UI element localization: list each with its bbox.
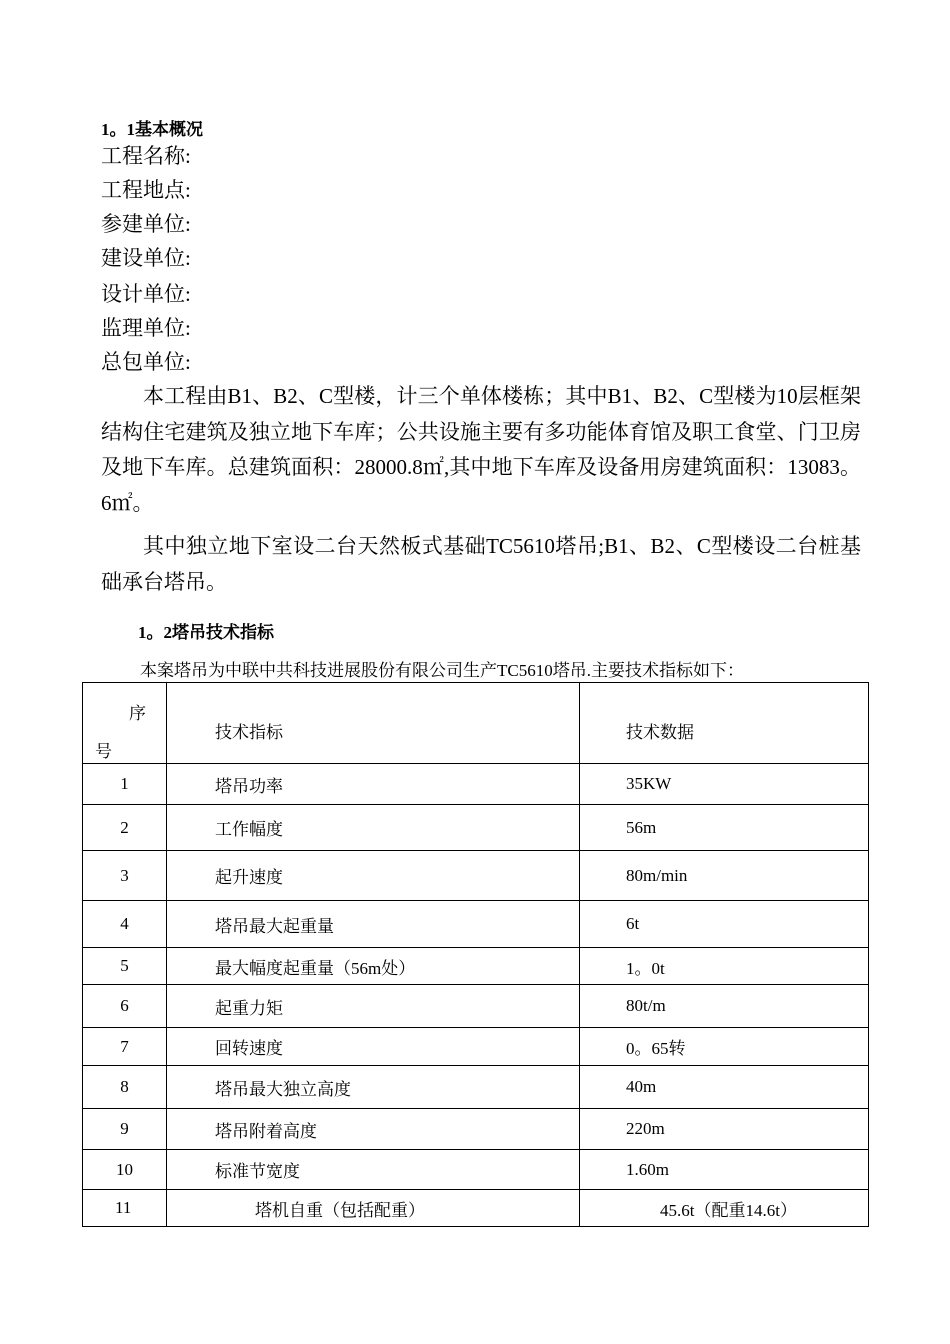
field-participating-unit: 参建单位: [101,212,191,236]
row-value: 0。65转 [580,1028,869,1066]
row-no: 6 [83,985,167,1028]
spec-intro: 本案塔吊为中联中共科技进展股份有限公司生产TC5610塔吊.主要技术指标如下： [140,661,744,680]
header-no-a: 序 [129,704,146,723]
row-item: 起升速度 [167,851,580,901]
field-construction-unit: 建设单位: [101,246,191,270]
table-row [83,764,869,805]
table-row [83,1109,869,1150]
row-no: 9 [83,1109,167,1150]
header-data: 技术数据 [580,683,869,764]
spec-table [82,682,869,1227]
field-design-unit: 设计单位: [101,282,191,306]
table-header-row [83,683,869,764]
row-no: 3 [83,851,167,901]
row-no: 2 [83,805,167,851]
section-1-heading: 1。1基本概况 [101,120,203,139]
row-value: 220m [580,1109,869,1150]
row-value: 1.60m [580,1150,869,1190]
project-description-paragraph: 本工程由B1、B2、C型楼，计三个单体楼栋；其中B1、B2、C型楼为10层框架结构住宅建筑及独立地下车库；公共设施主要有多功能体育馆及职工食堂、门卫房及地下车库。总建筑面积：28000.8㎡,其中地下车库及设备用房建筑面积：13083。6㎡。 [101,384,861,515]
row-item: 塔机自重（包括配重） [167,1190,580,1227]
row-value: 35KW [580,764,869,805]
header-no-cell [83,683,167,764]
row-item: 塔吊最大起重量 [167,901,580,948]
field-project-location: 工程地点: [101,178,191,202]
row-no: 8 [83,1066,167,1109]
field-project-name: 工程名称: [101,144,191,168]
header-no-b: 号 [95,742,112,761]
table-row [83,948,869,985]
row-item: 起重力矩 [167,985,580,1028]
row-item: 塔吊最大独立高度 [167,1066,580,1109]
field-general-contractor: 总包单位: [101,350,191,374]
table-row [83,851,869,901]
row-no: 5 [83,948,167,985]
row-item: 工作幅度 [167,805,580,851]
row-value: 1。0t [580,948,869,985]
row-item: 塔吊功率 [167,764,580,805]
row-value: 80m/min [580,851,869,901]
row-no: 11 [83,1190,167,1227]
row-no: 7 [83,1028,167,1066]
table-row [83,1150,869,1190]
table-row [83,901,869,948]
table-row [83,805,869,851]
tower-crane-paragraph: 其中独立地下室设二台天然板式基础TC5610塔吊;B1、B2、C型楼设二台桩基础承台塔吊。 [101,534,861,594]
header-item: 技术指标 [167,683,580,764]
row-item: 塔吊附着高度 [167,1109,580,1150]
row-no: 1 [83,764,167,805]
row-no: 10 [83,1150,167,1190]
table-row [83,985,869,1028]
row-value: 40m [580,1066,869,1109]
table-row [83,1066,869,1109]
row-value: 56m [580,805,869,851]
row-item: 标准节宽度 [167,1150,580,1190]
row-value: 80t/m [580,985,869,1028]
table-row [83,1028,869,1066]
section-2-heading: 1。2塔吊技术指标 [138,623,274,642]
table-row [83,1190,869,1227]
row-item: 回转速度 [167,1028,580,1066]
row-item: 最大幅度起重量（56m处） [167,948,580,985]
row-no: 4 [83,901,167,948]
row-value: 6t [580,901,869,948]
row-value: 45.6t（配重14.6t） [580,1190,869,1227]
field-supervision-unit: 监理单位: [101,316,191,340]
